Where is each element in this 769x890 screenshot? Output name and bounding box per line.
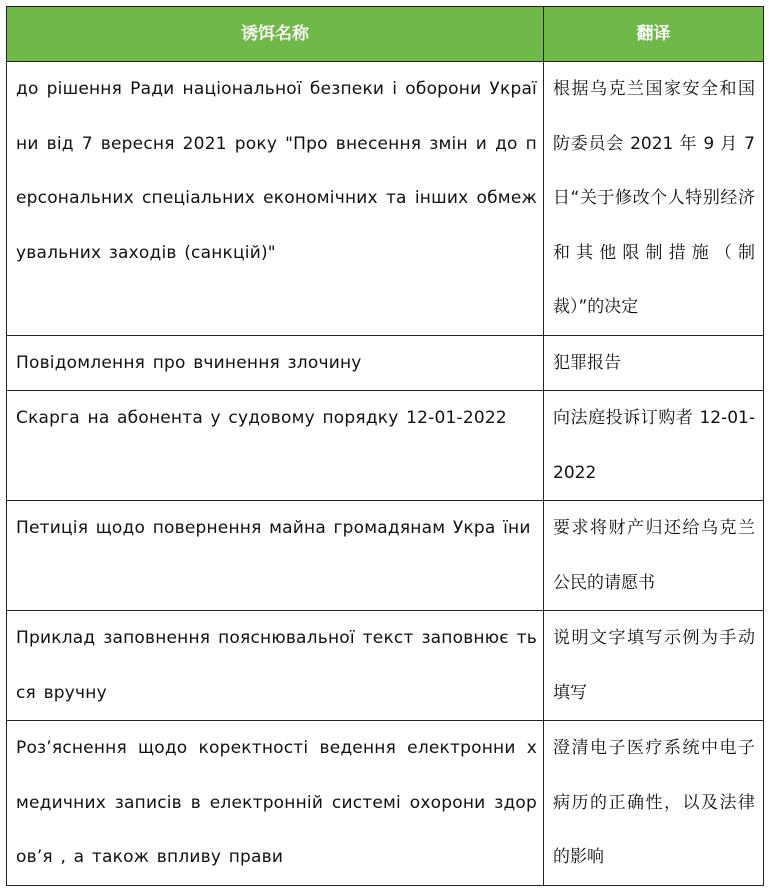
lure-name-cell: Роз’яснення щодо коректності ведення електронни х медичних записів в електронній системі охорони здоров’я , а також впливу прави <box>7 721 544 886</box>
lure-name-cell: до рішення Ради національної безпеки і оборони України від 7 вересня 2021 року "Про внесення змін и до персональних спеціальних економічних та інших обмежувальних заходів (санкцій)" <box>7 62 544 336</box>
table-row <box>7 721 764 886</box>
lure-name-cell: Скарга на абонента у судовому порядку 12-01-2022 <box>7 391 544 501</box>
translation-cell: 澄清电子医疗系统中电子病历的正确性，以及法律的影响 <box>544 721 764 886</box>
table-row <box>7 391 764 501</box>
header-row <box>7 7 764 62</box>
translation-cell: 根据乌克兰国家安全和国防委员会 2021 年 9 月 7 日“关于修改个人特别经济和其他限制措施（制裁）”的决定 <box>544 62 764 336</box>
header-lure-name: 诱饵名称 <box>7 7 544 62</box>
lure-name-cell: Приклад заповнення пояснювальної текст заповнює ться вручну <box>7 611 544 721</box>
translation-cell: 说明文字填写示例为手动填写 <box>544 611 764 721</box>
table-row <box>7 62 764 336</box>
translation-cell: 向法庭投诉订购者 12-01-2022 <box>544 391 764 501</box>
table-row <box>7 501 764 611</box>
table-row <box>7 611 764 721</box>
table-row <box>7 335 764 391</box>
lure-name-cell: Петиція щодо повернення майна громадянам Укра їни <box>7 501 544 611</box>
header-translation: 翻译 <box>544 7 764 62</box>
translation-cell: 犯罪报告 <box>544 335 764 391</box>
lure-name-cell: Повідомлення про вчинення злочину <box>7 335 544 391</box>
lure-table <box>6 6 764 886</box>
translation-cell: 要求将财产归还给乌克兰公民的请愿书 <box>544 501 764 611</box>
